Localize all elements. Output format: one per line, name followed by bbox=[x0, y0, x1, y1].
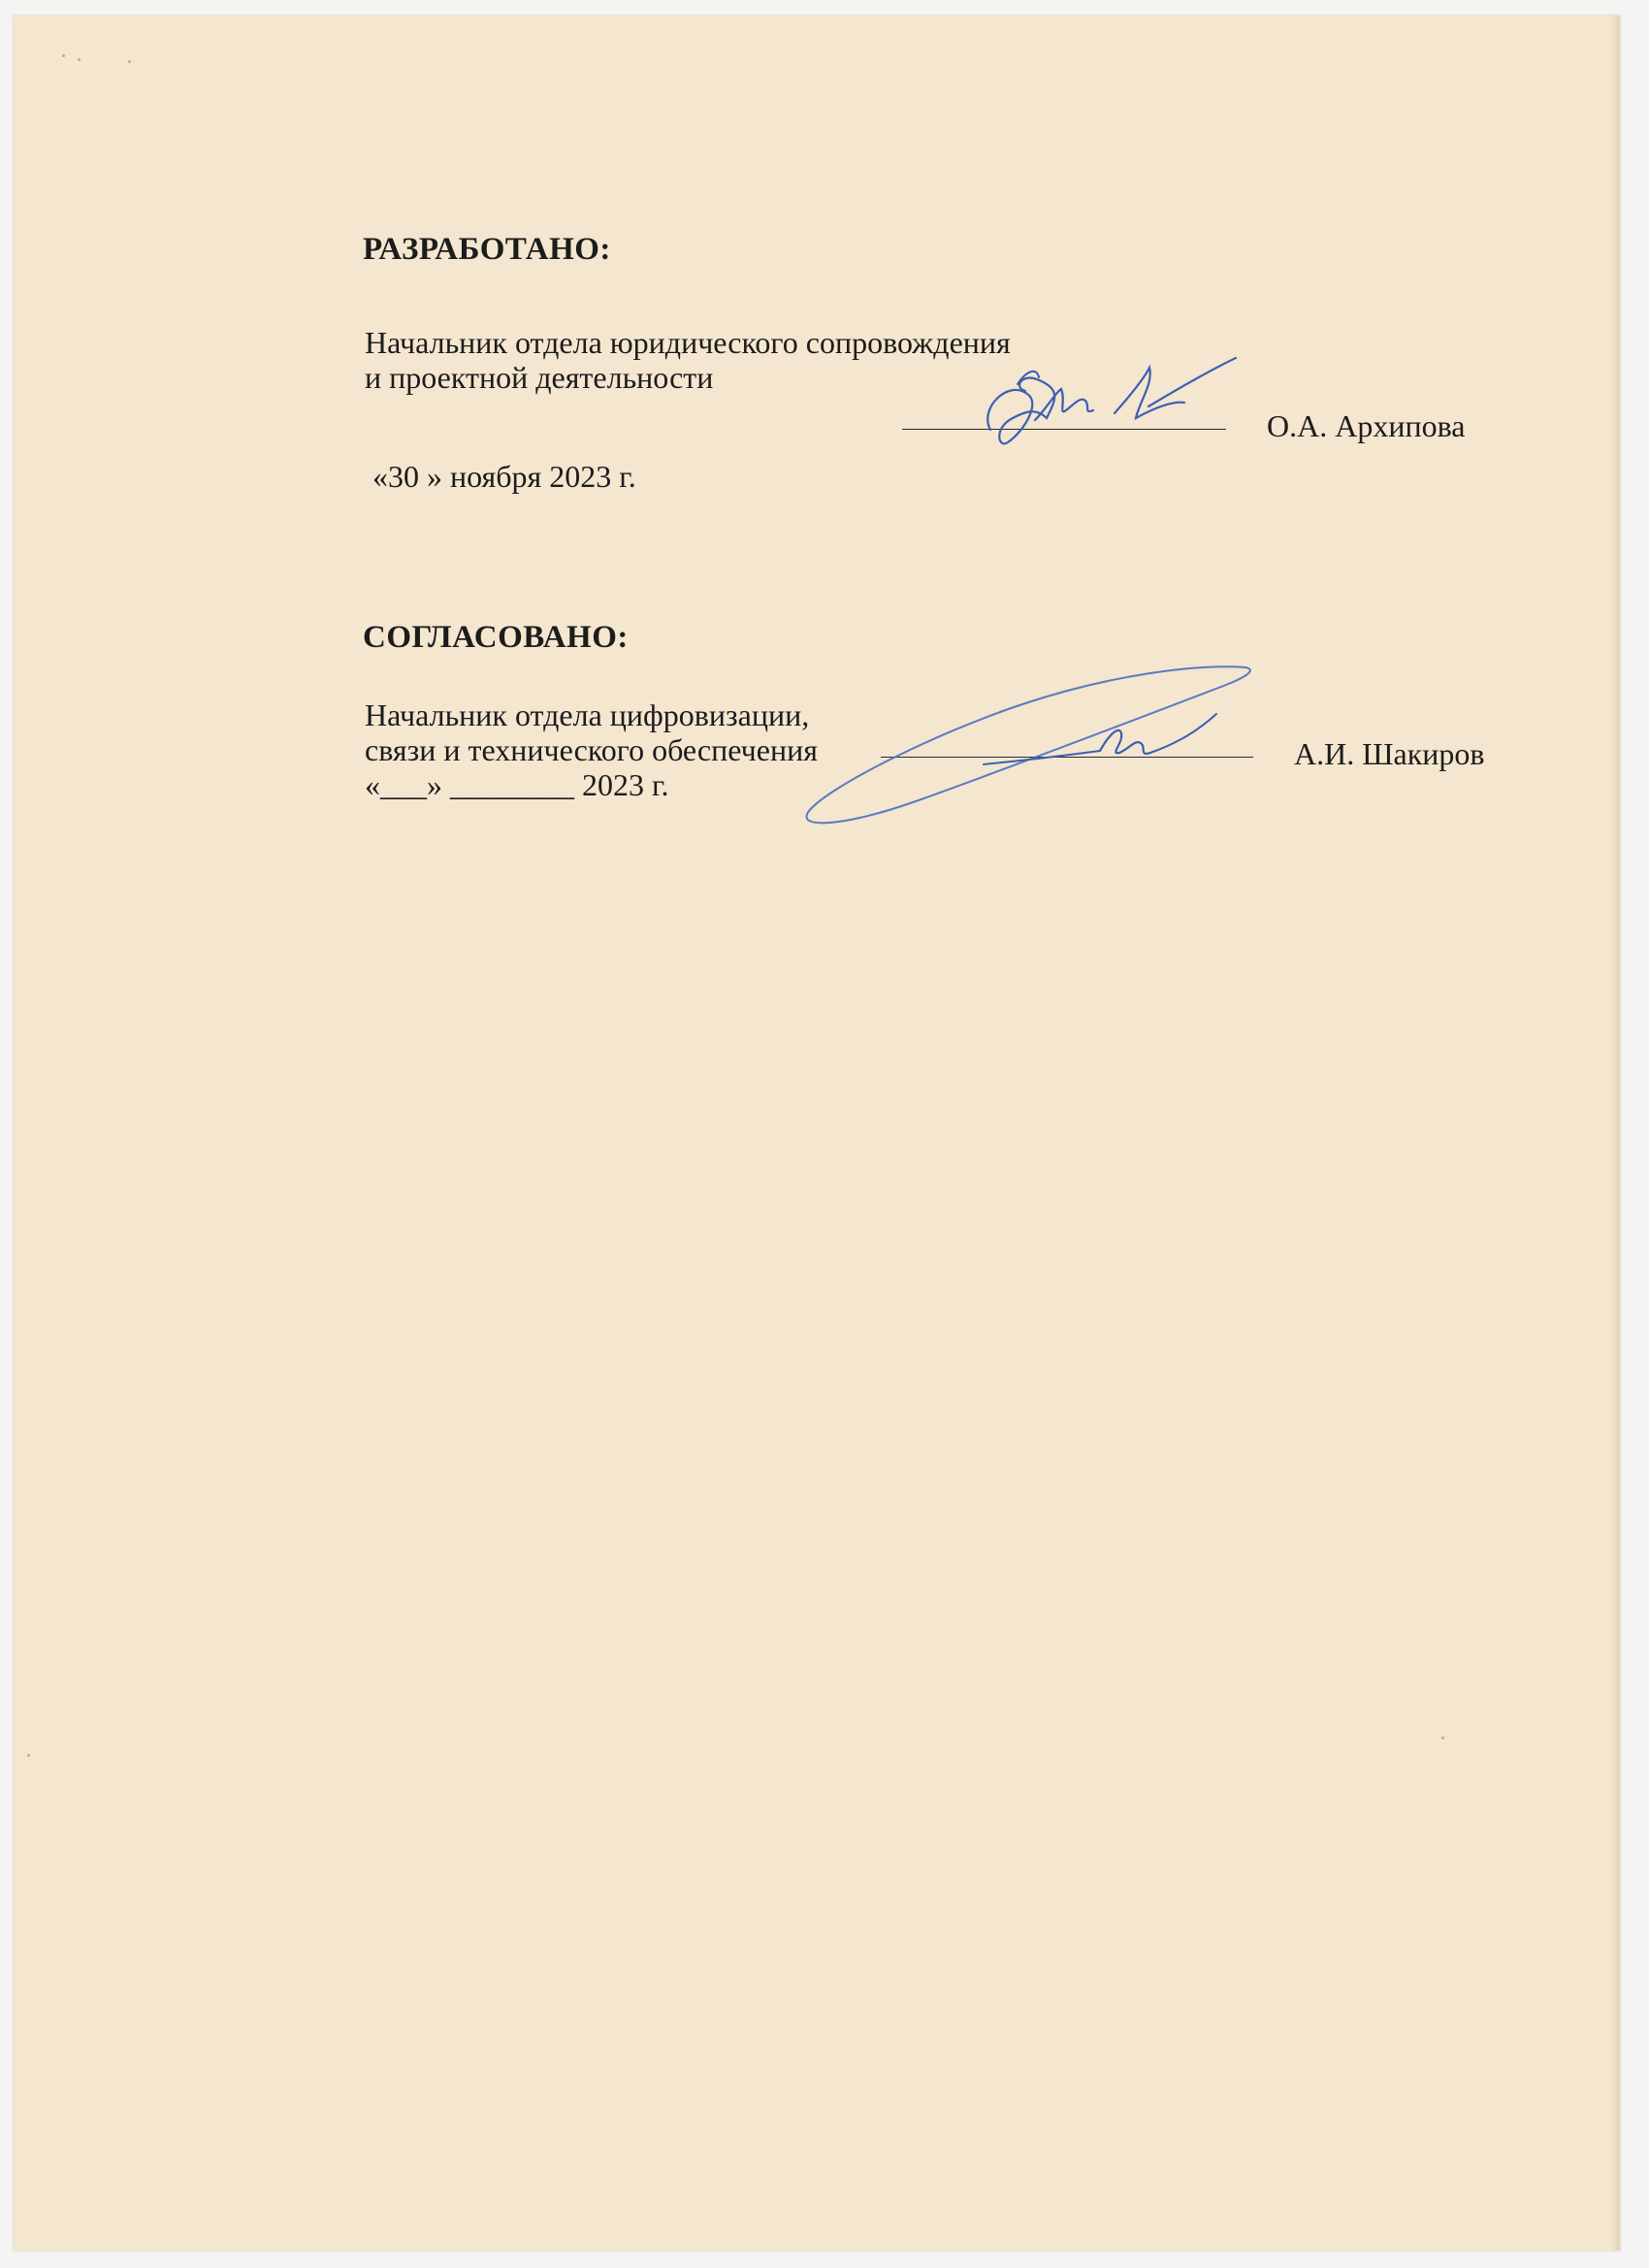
scan-speck bbox=[78, 58, 81, 61]
developed-signature bbox=[969, 340, 1260, 467]
scan-speck bbox=[27, 1754, 30, 1757]
agreed-position-line2: связи и технического обеспечения bbox=[365, 732, 818, 767]
document-page bbox=[14, 16, 1620, 2251]
agreed-heading: СОГЛАСОВАНО: bbox=[363, 620, 629, 655]
scan-speck bbox=[128, 60, 131, 63]
developed-position-line2: и проектной деятельности bbox=[365, 360, 714, 395]
developed-name: О.А. Архипова bbox=[1267, 408, 1466, 443]
developed-position-line1: Начальник отдела юридического сопровождения bbox=[365, 325, 1011, 360]
agreed-name: А.И. Шакиров bbox=[1294, 736, 1485, 771]
scan-speck bbox=[62, 54, 65, 57]
scan-speck bbox=[1441, 1736, 1444, 1739]
developed-date: «30 » ноября 2023 г. bbox=[372, 459, 636, 494]
agreed-date: «___» ________ 2023 г. bbox=[365, 767, 669, 802]
agreed-position-line1: Начальник отдела цифровизации, bbox=[365, 697, 810, 732]
developed-heading: РАЗРАБОТАНО: bbox=[363, 232, 611, 267]
agreed-signature bbox=[790, 646, 1275, 840]
